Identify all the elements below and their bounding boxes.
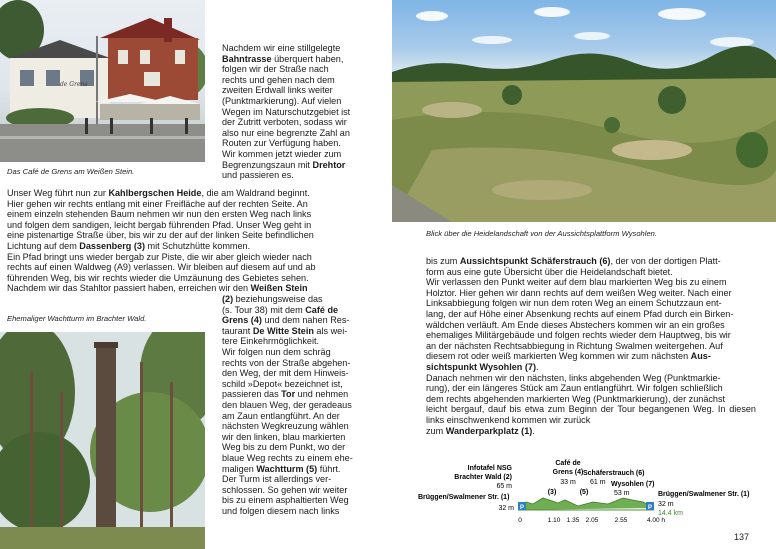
label-start: Brüggen/Swalmener Str. (1) bbox=[418, 494, 510, 501]
label-61m: 61 m bbox=[590, 479, 606, 486]
text-line bbox=[222, 495, 358, 506]
elevation-profile bbox=[418, 458, 758, 530]
text-span: lang, der auf Höhe einer Absenkung rechts auf einem Pfad durch ein Birken- bbox=[426, 308, 734, 319]
text-line bbox=[426, 277, 756, 288]
text-line bbox=[222, 358, 358, 369]
text-line bbox=[222, 453, 358, 464]
text-span: Linksabbiegung folgen wir nun dem roten Weg an einem Schutzzaun ent- bbox=[426, 298, 722, 309]
text-line bbox=[222, 336, 358, 347]
caption-heath: Blick über die Heidelandschaft von der Aussichtsplattform Wysohlen. bbox=[426, 229, 658, 238]
text-span: rechts auf einen Waldweg (A9) verlassen. Wir bleiben auf diesem auf und ab bbox=[7, 262, 316, 273]
text-span: Wir kommen jetzt wieder zum bbox=[222, 148, 342, 159]
label-32m-end: 32 m bbox=[658, 501, 674, 508]
bold-place-name: Bahntrasse bbox=[222, 53, 272, 64]
label-schaferstrauch: Schäferstrauch (6) bbox=[583, 470, 645, 477]
text-span: Danach nehmen wir den nächsten, links abgehenden Weg (Punktmarkie- bbox=[426, 372, 721, 383]
text-span: einem einzeln stehenden Baum nehmen wir nun den ersten Weg nach links bbox=[7, 209, 312, 220]
text-span: Weg bis zu dem Punkt, wo der bbox=[222, 442, 346, 453]
label-cafe-1: Café de bbox=[555, 460, 581, 467]
text-span: bis zu einem asphaltierten Weg bbox=[222, 495, 349, 506]
text-line bbox=[222, 64, 358, 75]
cafe-sign-text: de Grens bbox=[60, 81, 88, 88]
text-span: überquert haben, bbox=[271, 53, 344, 64]
cafe-scene bbox=[0, 0, 205, 162]
text-span: zweiten Erdwall links weiter bbox=[222, 85, 333, 96]
text-span: rung), der ein längeres Stück am Zaun entlangführt. Wir folgen schließlich bbox=[426, 383, 723, 394]
text-column-top bbox=[222, 43, 358, 181]
text-span: wir den linken, blau markierten bbox=[222, 431, 346, 442]
text-line bbox=[7, 230, 358, 241]
text-line bbox=[426, 267, 756, 278]
text-line bbox=[222, 464, 358, 475]
text-line bbox=[426, 362, 756, 373]
text-line bbox=[222, 117, 358, 128]
text-line bbox=[7, 209, 358, 220]
caption-tower: Ehemaliger Wachtturm im Brachter Wald. bbox=[7, 314, 147, 323]
text-line bbox=[222, 347, 358, 358]
photo-heathland bbox=[392, 0, 776, 222]
text-line bbox=[7, 252, 358, 263]
text-span: Wir folgen nun dem schräg bbox=[222, 346, 331, 357]
text-span: den Weg, der mit dem Hinweis- bbox=[222, 368, 349, 379]
text-span: führenden Weg, bis wir rechts wieder die Umzäunung des Gebietes sehen. bbox=[7, 272, 309, 283]
label-5: (5) bbox=[579, 489, 589, 496]
text-span: ehemaliges Militärgebäude und folgen rechts wieder dem Hauptweg, bis wir bbox=[426, 330, 731, 341]
text-span: maligen bbox=[222, 463, 257, 474]
text-line bbox=[222, 474, 358, 485]
text-line bbox=[222, 442, 358, 453]
text-span: (s. Tour 38) mit dem bbox=[222, 304, 306, 315]
text-span: nächsten Wegkreuzung wählen bbox=[222, 421, 349, 432]
label-wysohlen: Wysohlen (7) bbox=[611, 481, 655, 488]
parking-start-label: P bbox=[519, 505, 525, 511]
text-line bbox=[222, 485, 358, 496]
bold-place-name: Wachtturm (5) bbox=[256, 463, 318, 474]
text-span: und nehmen bbox=[295, 389, 349, 400]
text-line bbox=[222, 107, 358, 118]
text-span: . bbox=[532, 425, 535, 436]
text-span: führt. bbox=[317, 463, 341, 474]
text-line bbox=[426, 341, 756, 352]
text-line bbox=[222, 400, 358, 411]
text-span: , der von der dortigen Platt- bbox=[610, 256, 721, 266]
text-line bbox=[7, 220, 358, 231]
text-span: Wir verlassen den Punkt weiter auf dem blau markierten Weg bis zu einem bbox=[426, 277, 727, 288]
text-line bbox=[222, 411, 358, 422]
text-line bbox=[426, 351, 756, 362]
text-span: wäldchen verläuft. Am Ende dieses Abstechers kommen wir an ein großes bbox=[426, 319, 725, 330]
text-span: also nur eine begrenzte Zahl an bbox=[222, 127, 350, 138]
text-line bbox=[7, 188, 358, 199]
tick-2: 1.35 bbox=[566, 517, 580, 524]
text-line bbox=[222, 294, 358, 305]
text-span: an der nächsten Rechtsabbiegung in Richtung Swalmen weitergehen. Auf bbox=[426, 340, 723, 351]
text-line bbox=[222, 326, 358, 337]
text-span: . bbox=[535, 361, 539, 372]
label-distance: 14.4 km bbox=[658, 510, 683, 517]
text-span: tere Einkehrmöglichkeit. bbox=[222, 336, 320, 347]
text-span: und folgen dem sandigen, leicht bergab führenden Pfad. Unser Weg geht in bbox=[7, 219, 312, 230]
text-span: rechts von der Straße abgehen- bbox=[222, 357, 351, 368]
tick-4: 2.55 bbox=[614, 517, 628, 524]
label-65m: 65 m bbox=[496, 483, 512, 490]
text-line bbox=[222, 54, 358, 65]
text-span: Begrenzungszaun mit bbox=[222, 159, 313, 170]
text-span: (Punktmarkierung). Auf vielen bbox=[222, 95, 342, 106]
text-line bbox=[426, 373, 756, 384]
label-32m-start: 32 m bbox=[498, 505, 514, 512]
tick-0: 0 bbox=[518, 517, 522, 524]
text-span: bis zum bbox=[426, 256, 460, 266]
text-line bbox=[7, 273, 358, 284]
text-line bbox=[222, 75, 358, 86]
text-line bbox=[426, 309, 756, 320]
text-line bbox=[222, 432, 358, 443]
text-line bbox=[7, 199, 358, 210]
heath-scene bbox=[392, 0, 776, 222]
text-span: Unser Weg führt nun zur bbox=[7, 188, 109, 198]
text-span: Nachdem wir das Stahltor passiert haben, erreichen wir den bbox=[7, 283, 251, 294]
text-line bbox=[426, 404, 756, 425]
text-span: Der Turm ist allerdings ver- bbox=[222, 474, 332, 485]
text-span: Nachdem wir eine stillgelegte bbox=[222, 43, 341, 53]
text-line bbox=[222, 138, 358, 149]
bold-place-name: De Witte Stein bbox=[252, 325, 314, 336]
text-span: und dem nahen Res- bbox=[261, 315, 350, 326]
text-line bbox=[222, 305, 358, 316]
text-span: , die am Waldrand beginnt. bbox=[201, 188, 310, 198]
text-line bbox=[426, 288, 756, 299]
parking-end-label: P bbox=[647, 505, 653, 511]
text-span: passieren das bbox=[222, 389, 282, 400]
text-span: den blauen Weg, der geradeaus bbox=[222, 399, 352, 410]
bold-place-name: Drehtor bbox=[312, 159, 346, 170]
text-line bbox=[426, 330, 756, 341]
label-33m: 33 m bbox=[560, 479, 576, 486]
text-line bbox=[222, 421, 358, 432]
text-span: mit Schutzhütte kommen. bbox=[145, 240, 251, 251]
photo-watchtower bbox=[0, 332, 205, 549]
photo-cafe-de-grens bbox=[0, 0, 205, 162]
text-line bbox=[7, 241, 358, 252]
text-line bbox=[222, 128, 358, 139]
text-span: als wei- bbox=[313, 325, 348, 336]
text-span: schild »Depot« bezeichnet ist, bbox=[222, 378, 343, 389]
text-line bbox=[222, 85, 358, 96]
text-line bbox=[426, 394, 756, 405]
text-line bbox=[426, 256, 756, 267]
bold-place-name: Dassenberg (3) bbox=[79, 240, 145, 251]
bold-place-name: sichtspunkt Wysohlen (7) bbox=[426, 361, 536, 372]
page-number: 137 bbox=[734, 532, 750, 542]
text-span: Holztor. Hier gehen wir dann rechts auf dem weißen Weg weiter. Nach einer bbox=[426, 287, 732, 298]
text-right-column bbox=[426, 256, 756, 436]
forest-scene bbox=[0, 332, 205, 549]
text-line bbox=[222, 160, 358, 171]
text-span: Routen zur Verfügung haben. bbox=[222, 138, 341, 149]
text-line bbox=[426, 383, 756, 394]
text-span: am Zaun entlangführt. An der bbox=[222, 410, 340, 421]
label-cafe-2: Grens (4) bbox=[552, 469, 584, 476]
text-span: blaue Weg rechts zu einem ehe- bbox=[222, 452, 353, 463]
text-line bbox=[222, 96, 358, 107]
text-span: Lichtung auf dem bbox=[7, 240, 80, 251]
text-line bbox=[222, 170, 358, 181]
text-span: Hier gehen wir rechts entlang mit einer Freifläche auf der rechten Seite. An bbox=[7, 198, 308, 209]
text-column-bottom bbox=[222, 294, 358, 516]
tick-1: 1.10 bbox=[547, 517, 561, 524]
text-span: und folgen diesem nach links bbox=[222, 505, 340, 516]
bold-place-name: Weißen Stein bbox=[250, 283, 308, 294]
text-span: folgen wir der Straße nach bbox=[222, 64, 329, 75]
text-span: Ein Pfad bringt uns wieder bergab zur Piste, die wir aber gleich wieder nach bbox=[7, 251, 312, 262]
bold-place-name: (2) bbox=[222, 294, 234, 304]
text-span: beziehungsweise das bbox=[233, 294, 323, 304]
text-line bbox=[222, 368, 358, 379]
text-span: diesem rot oder weiß markierten Weg kommen wir zum nächsten bbox=[426, 351, 691, 362]
caption-cafe: Das Café de Grens am Weißen Stein. bbox=[7, 167, 135, 176]
label-3: (3) bbox=[547, 489, 557, 496]
label-infotafel: Infotafel NSG bbox=[467, 465, 512, 472]
text-line bbox=[222, 149, 358, 160]
label-brachter: Brachter Wald (2) bbox=[454, 474, 512, 481]
label-end: Brüggen/Swalmener Str. (1) bbox=[658, 491, 750, 498]
text-line bbox=[222, 379, 358, 390]
text-line bbox=[222, 43, 358, 54]
text-line bbox=[426, 426, 756, 437]
text-span: der Zutritt verboten, sodass wir bbox=[222, 117, 347, 128]
text-span: form aus eine gute Übersicht über die Heidelandschaft bietet. bbox=[426, 266, 673, 277]
text-line bbox=[426, 320, 756, 331]
text-span: schlossen. So gehen wir weiter bbox=[222, 484, 348, 495]
text-line bbox=[222, 506, 358, 517]
text-line bbox=[7, 262, 358, 273]
tick-5: 4.00 h bbox=[646, 517, 666, 524]
bold-place-name: Grens (4) bbox=[222, 315, 262, 326]
text-span: eine pistenartige Straße über, bis wir zu der auf der linken Seite befindlichen bbox=[7, 230, 314, 241]
text-span: rechts und gehen nach dem bbox=[222, 74, 335, 85]
bold-place-name: Aus- bbox=[690, 351, 711, 362]
text-span: Wegen im Naturschutzgebiet ist bbox=[222, 106, 351, 117]
text-span: leicht bergauf, dauf bis etwa zum Beginn der Tour begangenen Weg. In diesen links einschwenkend kommen wir zurück bbox=[426, 404, 756, 425]
label-53m: 53 m bbox=[614, 490, 630, 497]
text-span: und passieren es. bbox=[222, 170, 294, 181]
bold-place-name: Tor bbox=[281, 389, 296, 400]
bold-place-name: Aussichtspunkt Schäferstrauch (6) bbox=[459, 256, 611, 266]
text-full-width bbox=[7, 188, 358, 294]
text-span: taurant bbox=[222, 325, 253, 336]
text-line bbox=[426, 298, 756, 309]
text-span: zum bbox=[426, 425, 446, 436]
text-line bbox=[222, 315, 358, 326]
tick-3: 2.05 bbox=[585, 517, 599, 524]
bold-place-name: Kahlbergschen Heide bbox=[108, 188, 202, 198]
text-line bbox=[7, 283, 358, 294]
text-span: dem rechts abgehenden markierten Weg (Punktmarkierung), der zunächst bbox=[426, 393, 726, 404]
text-line bbox=[222, 389, 358, 400]
bold-place-name: Café de bbox=[305, 304, 339, 315]
bold-place-name: Wanderparkplatz (1) bbox=[445, 425, 533, 436]
